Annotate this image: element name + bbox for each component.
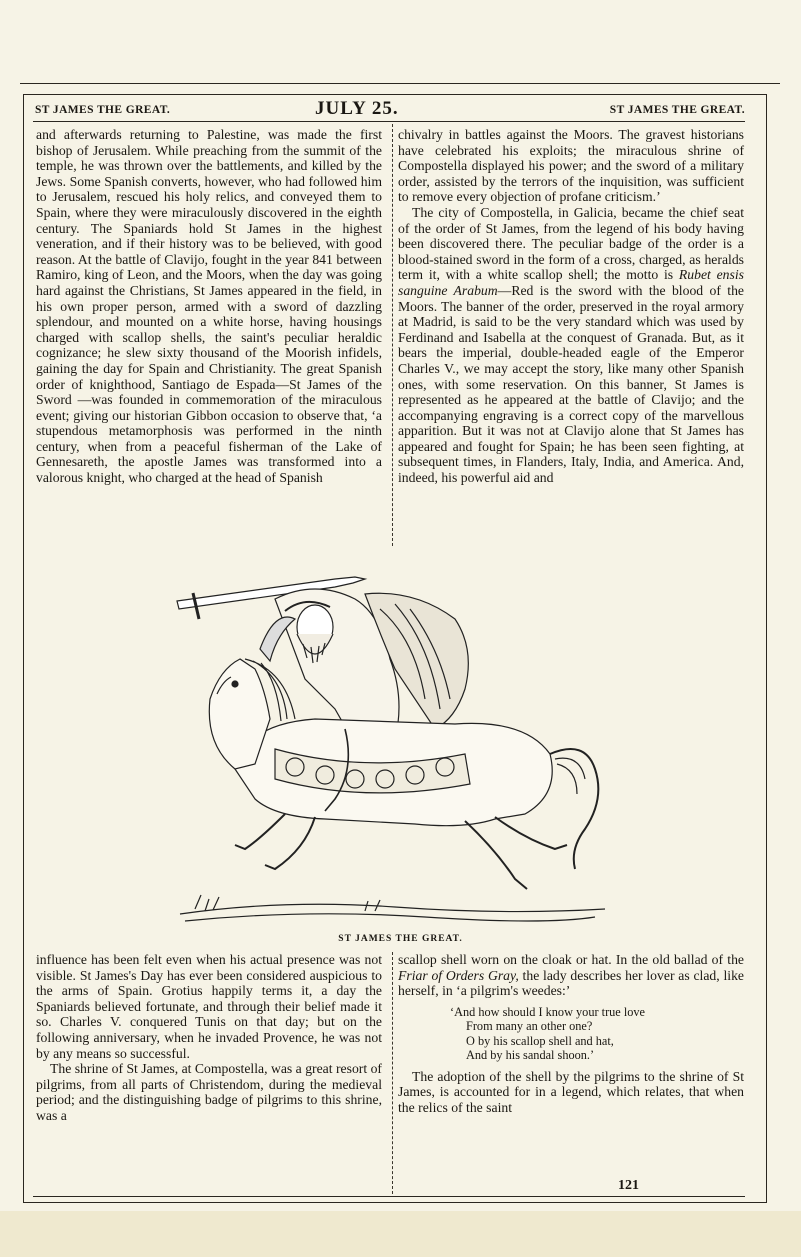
engraving-st-james-on-horseback (165, 549, 613, 929)
top-rule (20, 83, 780, 84)
motto: Rubet ensis sanguine Arabum (398, 267, 744, 298)
ballad-title: Friar of Orders Gray, (398, 967, 519, 983)
paragraph: The adoption of the shell by the pilgrims to the shrine of St James, is accounted for in a legend, which relates, that when the relics of the saint (398, 1068, 744, 1115)
column-separator (392, 952, 393, 1194)
page-number: 121 (618, 1178, 639, 1193)
text-run: scallop shell worn on the cloak or hat. In the old ballad of the (398, 952, 744, 967)
paragraph: chivalry in battles against the Moors. The gravest historians have celebrated his exploits; the miraculous shrine of Compostella displayed his power; and the sword of a military order, assisted by the terrors of the inquisition, was sufficient to remove every objection of profane criticism.’ (398, 127, 744, 205)
running-header (33, 98, 745, 122)
bottom-rule (33, 1196, 745, 1197)
column-separator (392, 124, 393, 546)
header-left: ST JAMES THE GREAT. (35, 104, 171, 116)
paragraph: The shrine of St James, at Compostella, was a great resort of pilgrims, from all parts of Christendom, during the medieval period; and the distinguishing badge of pilgrims to this shrine, was a (36, 1061, 382, 1123)
text-run: —Red is the sword with the blood of the Moors. The banner of the order, preserved in the royal armory at Madrid, is said to be the very standard which was used by Ferdinand and Isabella at the conquest of Granada. But, as it bears the imperial, double-headed eagle of the Emperor Charles V., we may accept the story, like many other Spanish ones, with some reservation. On this banner, St James is represented as he appeared at the battle of Clavijo; and the accompanying engraving is a correct copy of the marvellous apparition. But it was not at Clavijo alone that St James has appeared and fought for Spain; he has been seen fighting, at subsequent times, in Flanders, Italy, India, and America. And, indeed, his powerful aid and (398, 282, 745, 486)
paragraph: and afterwards returning to Palestine, was made the first bishop of Jerusalem. While preaching from the summit of the temple, he was thrown over the battlements, and killed by the Jews. Some Spanish converts, however, who had followed him to Jerusalem, rescued his holy relics, and conveyed them to Spain, where they were miraculously discovered in the eighth century. The Spaniards hold St James in the highest veneration, and if their history was to be believed, with good reason. At the battle of Clavijo, fought in the year 841 between Ramiro, king of Leon, and the Moors, when the day was going hard against the Christians, St James appeared in the field, in his own proper person, armed with a sword of dazzling splendour, and mounted on a white horse, having housings charged with scallop shells, the saint's peculiar heraldic cognizance; he slew sixty thousand of the Moorish infidels, gaining the day for Spain and Christianity. The great Spanish order of knighthood, Santiago de Espada—St James of the Sword —was founded in commemoration of the miraculous event; giving our historian Gibbon occasion to observe that, ‘a stupendous metamorphosis was performed in the ninth century, when from a peaceful fisherman of the Lake of Gennesareth, the apostle James was transformed into a valorous knight, who charged at the head of Spanish (36, 127, 382, 486)
text-run: the lady describes her lover as clad, like herself, in ‘a pilgrim's weedes:’ (398, 967, 745, 999)
poem-line: From many an other one? (466, 1019, 593, 1034)
header-rule (33, 121, 745, 122)
paragraph: influence has been felt even when his actual presence was not visible. St James's Day has ever been considered auspicious to the arms of Spain. Grotius happily terms it, a day the Spaniards believed fortunate, and through their belief made it so. Charles V. conquered Tunis on that day; but on the following anniversary, when he invaded Provence, he was not by any means so successful. (36, 952, 382, 1061)
poem-line: ‘And how should I know your true love (450, 1004, 646, 1019)
figure-caption: ST JAMES THE GREAT. (338, 934, 463, 944)
column-right-bottom (398, 952, 744, 1116)
column-right-top (398, 127, 744, 486)
column-left-top (36, 127, 382, 486)
poem-line: O by his scallop shell and hat, (466, 1033, 614, 1048)
column-left-bottom (36, 952, 382, 1124)
text-run: The city of Compostella, in Galicia, became the chief seat of the order of St James, from the legend of his body having been discovered there. The peculiar badge of the order is a blood-stained sword in the form of a cross, charged, as heralds term it, with a white scallop shell; the motto is (398, 204, 744, 283)
paragraph (398, 205, 744, 486)
poem-line: And by his sandal shoon.’ (466, 1048, 595, 1063)
header-center: JULY 25. (315, 98, 399, 119)
paragraph (398, 952, 744, 999)
header-right: ST JAMES THE GREAT. (609, 104, 745, 116)
page-edge (0, 1211, 801, 1257)
poem (398, 1005, 744, 1063)
